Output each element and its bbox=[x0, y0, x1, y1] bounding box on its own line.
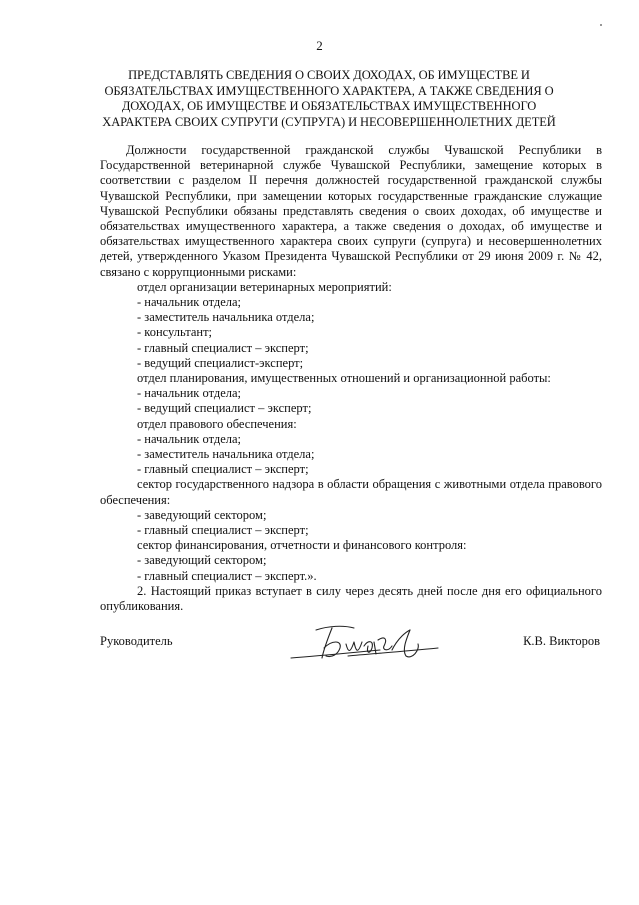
list-line: - главный специалист – эксперт.». bbox=[137, 568, 317, 583]
list-line: - начальник отдела; bbox=[137, 386, 242, 401]
list-line: - заместитель начальника отдела; bbox=[137, 447, 315, 462]
document-title bbox=[100, 68, 558, 130]
intro-paragraph: Должности государственной гражданской службы Чувашской Республики в Государственной ветеринарной службе Чувашской Республики, замещение которых в соответствии с разделом II перечня должностей государственной гражданской службы Чувашской Республики, при замещении которых государственные гражданские служащие Чувашской Республики обязаны представлять сведения о своих доходах, об имуществе и обязательствах имущественного характера, а также сведения о доходах, об имуществе и обязательствах имущественного характера своих супруги (супруга) и несовершеннолетних детей, утвержденного Указом Президента Чувашской Республики от 29 июня 2009 г. № 42, связано с коррупционными рисками: bbox=[100, 143, 602, 279]
list-line: отдел организации ветеринарных мероприятий: bbox=[137, 279, 392, 294]
list-line: сектор финансирования, отчетности и финансового контроля: bbox=[137, 538, 467, 553]
title-line-2: ОБЯЗАТЕЛЬСТВАХ ИМУЩЕСТВЕННОГО ХАРАКТЕРА, А ТАКЖЕ СВЕДЕНИЯ О bbox=[104, 83, 554, 98]
handwritten-signature bbox=[288, 620, 458, 668]
title-line-1: ПРЕДСТАВЛЯТЬ СВЕДЕНИЯ О СВОИХ ДОХОДАХ, ОБ ИМУЩЕСТВЕ И bbox=[128, 68, 530, 82]
list-line: отдел правового обеспечения: bbox=[137, 416, 297, 431]
list-line: - консультант; bbox=[137, 325, 212, 340]
signatory-name: К.В. Викторов bbox=[523, 634, 600, 648]
list-line: - заведующий сектором; bbox=[137, 507, 267, 522]
page-number: 2 bbox=[316, 38, 323, 53]
list-line: - главный специалист – эксперт; bbox=[137, 523, 309, 538]
title-line-4: ХАРАКТЕРА СВОИХ СУПРУГИ (СУПРУГА) И НЕСОВЕРШЕННОЛЕТНИХ ДЕТЕЙ bbox=[102, 114, 556, 129]
list-line: - ведущий специалист-эксперт; bbox=[137, 355, 304, 370]
list-line: - главный специалист – эксперт; bbox=[137, 462, 309, 477]
signatory-role: Руководитель bbox=[100, 634, 173, 648]
title-line-3: ДОХОДАХ, ОБ ИМУЩЕСТВЕ И ОБЯЗАТЕЛЬСТВАХ ИМУЩЕСТВЕННОГО bbox=[121, 99, 537, 113]
list-line: - начальник отдела; bbox=[137, 295, 242, 310]
scan-speck bbox=[600, 24, 602, 26]
list-line: - заведующий сектором; bbox=[137, 553, 267, 568]
document-body bbox=[100, 143, 602, 614]
list-line: - начальник отдела; bbox=[137, 431, 242, 446]
list-line: - ведущий специалист – эксперт; bbox=[137, 401, 312, 416]
sector-paragraph: сектор государственного надзора в области обращения с животными отдела правового обеспечения: bbox=[100, 477, 602, 507]
signature-block bbox=[100, 620, 600, 670]
list-line: - заместитель начальника отдела; bbox=[137, 310, 315, 325]
list-line: отдел планирования, имущественных отношений и организационной работы: bbox=[137, 371, 551, 386]
closing-paragraph: 2. Настоящий приказ вступает в силу через десять дней после дня его официального опубликования. bbox=[100, 583, 602, 614]
list-line: - главный специалист – эксперт; bbox=[137, 340, 309, 355]
